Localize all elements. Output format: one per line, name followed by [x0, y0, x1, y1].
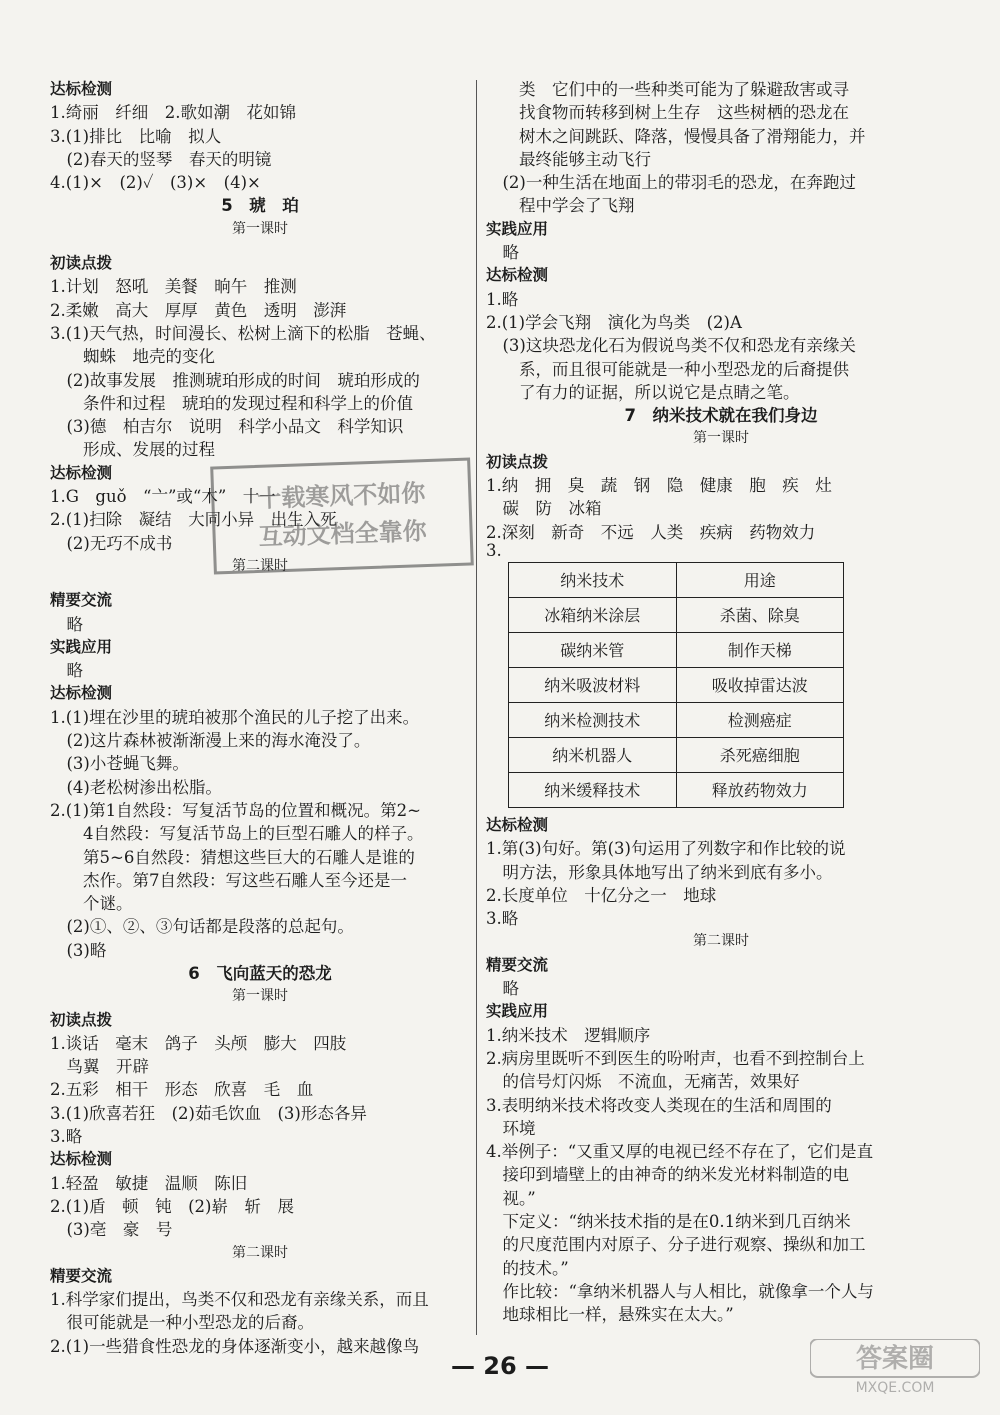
table-row [509, 562, 844, 597]
text-line: 2.(1)盾 顿 钝 (2)崭 斩 展 [50, 1196, 294, 1216]
text-line: 2.柔嫩 高大 厚厚 黄色 透明 澎湃 [50, 300, 347, 320]
text-line: 1.(1)埋在沙里的琥珀被那个渔民的儿子挖了出来。 [50, 707, 420, 727]
text-line: 接印到墙壁上的由神奇的纳米发光材料制造的电 [486, 1165, 849, 1185]
text-line: 杰作。第7自然段：写这些石雕人至今还是一 [50, 870, 407, 890]
section-heading: 达标检测 [50, 463, 113, 482]
right-column [486, 78, 956, 1326]
text-line [50, 241, 470, 252]
text-line: 类 它们中的一些种类可能为了躲避敌害或寻 [486, 80, 849, 99]
text-line: 2.病房里既听不到医生的吩咐声，也看不到控制台上 [486, 1048, 865, 1068]
table-row [509, 702, 844, 737]
table-cell: 纳米机器人 [509, 737, 677, 772]
text-line: 的信号灯闪烁 不流血，无痛苦，效果好 [486, 1072, 800, 1092]
text-line: 1.第(3)句好。第(3)句运用了列数字和作比较的说 [486, 839, 846, 859]
table-row [509, 667, 844, 702]
text-line: 最终能够主动飞行 [486, 149, 651, 169]
text-line: 3.略 [50, 1127, 83, 1147]
text-line: 4自然段：写复活节岛上的巨型石雕人的样子。 [50, 824, 424, 844]
table-row [509, 737, 844, 772]
section-heading: 精要交流 [50, 591, 113, 610]
text-line [50, 578, 470, 589]
text-line: 1.略 [486, 289, 519, 309]
table-header-cell: 用途 [676, 562, 844, 597]
text-line: 1.谈话 毫末 鸽子 头颅 膨大 四肢 [50, 1033, 347, 1053]
table-cell: 纳米缓释技术 [509, 772, 677, 807]
text-line: (2)一种生活在地面上的带羽毛的恐龙，在奔跑过 [486, 173, 856, 193]
text-line: (2)①、②、③句话都是段落的总起句。 [50, 917, 354, 937]
nano-technology-table [508, 562, 844, 808]
text-line: 形成、发展的过程 [50, 440, 215, 460]
text-line: 明方法，形象具体地写出了纳米到底有多小。 [486, 862, 833, 882]
text-line: (3)这块恐龙化石为假说鸟类不仅和恐龙有亲缘关 [486, 336, 856, 356]
text-line: (2)故事发展 推测琥珀形成的时间 琥珀形成的 [50, 370, 420, 390]
text-line: (3)略 [50, 940, 107, 960]
text-line: 树木之间跳跃、降落，慢慢具备了滑翔能力，并 [486, 126, 866, 146]
text-line: 1.绮丽 纤细 2.歌如潮 花如锦 [50, 103, 296, 123]
lesson-title: 6 飞向蓝天的恐龙 [188, 963, 332, 983]
lesson-title: 5 琥 珀 [221, 196, 299, 216]
text-line: 略 [50, 661, 83, 681]
section-heading: 初读点拨 [50, 1010, 113, 1029]
lesson-subtitle: 第二课时 [232, 557, 288, 574]
text-line: (2)无巧不成书 [50, 533, 173, 553]
section-heading: 达标检测 [486, 815, 549, 834]
text-line: (2)春天的竖琴 春天的明镜 [50, 149, 272, 169]
table-cell: 冰箱纳米涂层 [509, 597, 677, 632]
lesson-title: 7 纳米技术就在我们身边 [624, 406, 818, 426]
text-line: 1.计划 怒吼 美餐 晌午 推测 [50, 277, 297, 297]
text-line: 第5~6自然段：猜想这些巨大的石雕人是谁的 [50, 847, 415, 867]
column-divider [476, 80, 477, 1335]
text-line: 3.(1)排比 比喻 拟人 [50, 126, 222, 146]
section-heading: 初读点拨 [50, 254, 113, 273]
section-heading: 初读点拨 [486, 452, 549, 471]
text-line: 了有力的证据，所以说它是点睛之笔。 [486, 382, 800, 402]
text-line: 2.(1)扫除 凝结 大同小异 出生入死 [50, 510, 337, 530]
right-bottom-text [486, 814, 956, 1327]
text-line: 4.(1)× (2)✓ (3)× (4)× [50, 173, 261, 193]
section-heading: 实践应用 [486, 1002, 549, 1021]
text-line: 2.五彩 相干 形态 欣喜 毛 血 [50, 1080, 314, 1100]
section-heading: 达标检测 [486, 266, 549, 285]
text-line: 找食物而转移到树上生存 这些树栖的恐龙在 [486, 103, 849, 123]
text-line: (3)德 柏吉尔 说明 科学小品文 科学知识 [50, 417, 404, 437]
text-line: 3.(1)天气热，时间漫长、松树上滴下的松脂 苍蝇、 [50, 323, 436, 343]
text-line: 2.长度单位 十亿分之一 地球 [486, 885, 717, 905]
stamp-line-2: 互动文档全靠你 [258, 517, 428, 551]
left-column [50, 78, 470, 1358]
page-number: — 26 — [450, 1352, 550, 1380]
table-cell: 检测癌症 [676, 702, 844, 737]
text-line: 3.(1)欣喜若狂 (2)茹毛饮血 (3)形态各异 [50, 1103, 367, 1123]
section-heading: 精要交流 [486, 955, 549, 974]
nano-table-block [486, 540, 956, 814]
text-line: 略 [486, 979, 519, 999]
text-line: 系，而且很可能就是一种小型恐龙的后裔提供 [486, 359, 849, 379]
watermark-logo [810, 1339, 980, 1395]
lesson-subtitle: 第一课时 [232, 220, 288, 237]
table-cell: 纳米吸波材料 [509, 667, 677, 702]
section-heading: 达标检测 [50, 80, 113, 98]
text-line: 个谜。 [50, 894, 133, 914]
text-line: 4.举例子：“又重又厚的电视已经不存在了，它们是直 [486, 1142, 874, 1162]
text-line: 2.深刻 新奇 不远 人类 疾病 药物效力 [486, 522, 816, 542]
table-cell: 杀死癌细胞 [676, 737, 844, 772]
text-line: 下定义：“纳米技术指的是在0.1纳米到几百纳米 [486, 1211, 851, 1231]
lesson-subtitle: 第一课时 [693, 430, 749, 447]
text-line: 的尺度范围内对原子、分子进行观察、操纵和加工 [486, 1235, 866, 1255]
text-line: 很可能就是一种小型恐龙的后裔。 [50, 1313, 314, 1333]
text-line: 略 [50, 614, 83, 634]
text-line: 碳 防 冰箱 [486, 499, 602, 519]
table-number: 3. [486, 540, 502, 560]
text-line: 1.G guǒ “亠”或“木” 十一 [50, 487, 276, 507]
text-line: 蜘蛛 地壳的变化 [50, 347, 215, 367]
section-heading: 实践应用 [50, 637, 113, 656]
text-line: 的技术。” [486, 1258, 569, 1278]
text-line: 2.(1)第1自然段：写复活节岛的位置和概况。第2~ [50, 800, 421, 820]
text-line: 2.(1)一些猎食性恐龙的身体逐渐变小，越来越像鸟 [50, 1336, 420, 1356]
table-cell: 碳纳米管 [509, 632, 677, 667]
text-line: 1.纳 拥 臭 蔬 钢 隐 健康 胞 疾 灶 [486, 476, 832, 496]
watermark-text: 答案圈 [855, 1344, 935, 1374]
text-line: 条件和过程 琥珀的发现过程和科学上的价值 [50, 393, 413, 413]
text-line: 1.科学家们提出，鸟类不仅和恐龙有亲缘关系，而且 [50, 1290, 429, 1310]
lesson-subtitle: 第二课时 [693, 933, 749, 950]
text-line: (3)小苍蝇飞舞。 [50, 754, 189, 774]
section-heading: 精要交流 [50, 1266, 113, 1285]
table-row [509, 597, 844, 632]
text-line: (3)亳 豪 号 [50, 1220, 173, 1240]
text-line: 鸟翼 开辟 [50, 1057, 149, 1077]
watermark-url: MXQE.COM [855, 1380, 935, 1395]
lesson-subtitle: 第二课时 [232, 1244, 288, 1261]
text-line: 程中学会了飞翔 [486, 196, 635, 216]
lesson-subtitle: 第一课时 [232, 988, 288, 1005]
table-row [509, 632, 844, 667]
text-line: 1.轻盈 敏捷 温顺 陈旧 [50, 1173, 248, 1193]
table-row [509, 772, 844, 807]
text-line: 地球相比一样，悬殊实在太大。” [486, 1305, 734, 1325]
text-line: (4)老松树渗出松脂。 [50, 777, 222, 797]
section-heading: 达标检测 [50, 684, 113, 703]
text-line: (2)这片森林被渐渐漫上来的海水淹没了。 [50, 731, 371, 751]
text-line: 1.纳米技术 逻辑顺序 [486, 1025, 651, 1045]
section-heading: 达标检测 [50, 1150, 113, 1169]
table-header-cell: 纳米技术 [509, 562, 677, 597]
right-top-text [486, 78, 956, 544]
table-cell: 吸收掉雷达波 [676, 667, 844, 702]
text-line: 环境 [486, 1118, 536, 1138]
section-heading: 实践应用 [486, 219, 549, 238]
table-cell: 杀菌、除臭 [676, 597, 844, 632]
table-cell: 纳米检测技术 [509, 702, 677, 737]
stamp-line-1: 十载寒风不如你 [256, 479, 426, 513]
table-cell: 释放药物效力 [676, 772, 844, 807]
text-line: 视。” [486, 1188, 536, 1208]
text-line: 3.表明纳米技术将改变人类现在的生活和周围的 [486, 1095, 832, 1115]
text-line: 作比较：“拿纳米机器人与人相比，就像拿一个人与 [486, 1281, 874, 1301]
text-line: 3.略 [486, 909, 519, 929]
table-cell: 制作天梯 [676, 632, 844, 667]
text-line: 略 [486, 243, 519, 263]
text-line: 2.(1)学会飞翔 演化为鸟类 (2)A [486, 312, 742, 332]
ink-stamp [210, 457, 474, 574]
